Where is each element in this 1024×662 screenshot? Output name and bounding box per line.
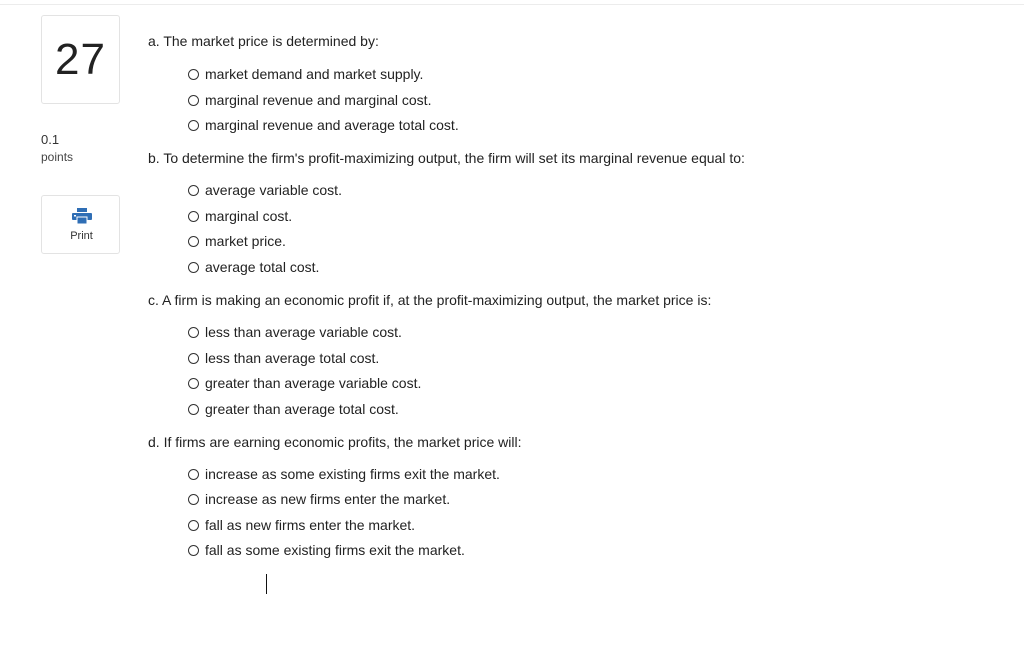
- option-c4[interactable]: [188, 399, 399, 419]
- question-number: 27: [55, 34, 106, 84]
- part-b-prompt: b. To determine the firm's profit-maximizing output, the firm will set its marginal revenue equal to:: [148, 150, 745, 166]
- option-a3[interactable]: [188, 115, 459, 135]
- radio-button[interactable]: [188, 494, 199, 505]
- option-label: greater than average variable cost.: [205, 375, 422, 391]
- question-number-box: [41, 15, 120, 104]
- radio-button[interactable]: [188, 378, 199, 389]
- option-d3[interactable]: [188, 515, 415, 535]
- option-c3[interactable]: [188, 373, 421, 393]
- option-c1[interactable]: [188, 322, 402, 342]
- radio-button[interactable]: [188, 120, 199, 131]
- part-c-prompt: c. A firm is making an economic profit if, at the profit-maximizing output, the market price is:: [148, 292, 712, 308]
- radio-button[interactable]: [188, 327, 199, 338]
- print-button[interactable]: [41, 195, 120, 254]
- option-b1[interactable]: [188, 180, 342, 200]
- option-label: fall as some existing firms exit the market.: [205, 542, 465, 558]
- radio-button[interactable]: [188, 520, 199, 531]
- radio-button[interactable]: [188, 69, 199, 80]
- top-divider: [0, 4, 1024, 5]
- option-label: marginal cost.: [205, 208, 293, 224]
- option-label: average variable cost.: [205, 182, 342, 198]
- option-label: less than average total cost.: [205, 350, 380, 366]
- option-d4[interactable]: [188, 540, 465, 560]
- radio-button[interactable]: [188, 353, 199, 364]
- option-a2[interactable]: [188, 90, 431, 110]
- part-a: [148, 32, 1008, 133]
- option-label: market price.: [205, 233, 286, 249]
- radio-button[interactable]: [188, 469, 199, 480]
- option-label: increase as new firms enter the market.: [205, 491, 451, 507]
- option-c2[interactable]: [188, 348, 379, 368]
- part-d-prompt: d. If firms are earning economic profits, the market price will:: [148, 434, 522, 450]
- radio-button[interactable]: [188, 185, 199, 196]
- points-value: 0.1: [41, 132, 60, 147]
- option-label: average total cost.: [205, 259, 320, 275]
- option-a1[interactable]: [188, 64, 423, 84]
- part-c: [148, 291, 1008, 417]
- option-b2[interactable]: [188, 206, 292, 226]
- option-label: market demand and market supply.: [205, 66, 424, 82]
- printer-icon: [72, 208, 92, 224]
- radio-button[interactable]: [188, 236, 199, 247]
- radio-button[interactable]: [188, 211, 199, 222]
- option-b3[interactable]: [188, 231, 286, 251]
- part-a-prompt: a. The market price is determined by:: [148, 33, 379, 49]
- option-label: fall as new firms enter the market.: [205, 517, 416, 533]
- option-d1[interactable]: [188, 464, 500, 484]
- option-label: marginal revenue and marginal cost.: [205, 92, 432, 108]
- points-label: points: [41, 150, 74, 164]
- radio-button[interactable]: [188, 545, 199, 556]
- radio-button[interactable]: [188, 404, 199, 415]
- print-label: Print: [70, 230, 93, 242]
- option-label: greater than average total cost.: [205, 401, 399, 417]
- text-cursor: [266, 574, 267, 594]
- option-b4[interactable]: [188, 257, 319, 277]
- part-d: [148, 433, 1008, 558]
- radio-button[interactable]: [188, 262, 199, 273]
- part-b: [148, 149, 1008, 275]
- option-d2[interactable]: [188, 489, 450, 509]
- option-label: increase as some existing firms exit the market.: [205, 466, 500, 482]
- option-label: marginal revenue and average total cost.: [205, 117, 459, 133]
- radio-button[interactable]: [188, 95, 199, 106]
- option-label: less than average variable cost.: [205, 324, 402, 340]
